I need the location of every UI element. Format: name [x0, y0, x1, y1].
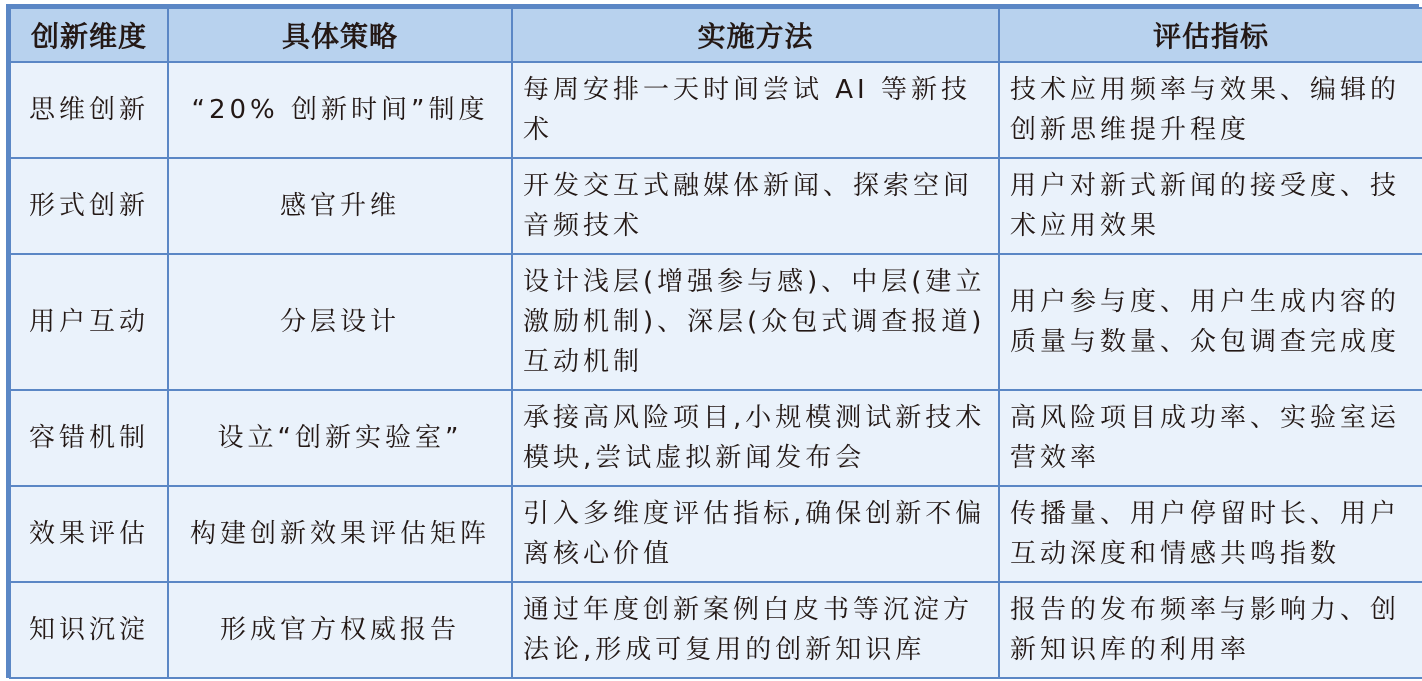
metric-cell: 高风险项目成功率、实验室运营效率	[999, 390, 1422, 486]
method-cell: 每周安排一天时间尝试 AI 等新技术	[512, 62, 999, 158]
metric-cell: 报告的发布频率与影响力、创新知识库的利用率	[999, 582, 1422, 678]
method-cell: 承接高风险项目,小规模测试新技术模块,尝试虚拟新闻发布会	[512, 390, 999, 486]
strategy-cell: 形成官方权威报告	[168, 582, 512, 678]
column-header: 创新维度	[10, 8, 168, 62]
metric-cell: 用户对新式新闻的接受度、技术应用效果	[999, 158, 1422, 254]
strategy-table-container	[6, 4, 1419, 678]
method-cell: 开发交互式融媒体新闻、探索空间音频技术	[512, 158, 999, 254]
metric-cell: 技术应用频率与效果、编辑的创新思维提升程度	[999, 62, 1422, 158]
dimension-cell: 形式创新	[10, 158, 168, 254]
dimension-cell: 容错机制	[10, 390, 168, 486]
column-header: 评估指标	[999, 8, 1422, 62]
method-cell: 引入多维度评估指标,确保创新不偏离核心价值	[512, 486, 999, 582]
dimension-cell: 效果评估	[10, 486, 168, 582]
table-row	[10, 158, 1422, 254]
strategy-cell: 设立“创新实验室”	[168, 390, 512, 486]
innovation-strategy-table	[9, 7, 1422, 679]
header-row	[10, 8, 1422, 62]
strategy-cell: 感官升维	[168, 158, 512, 254]
method-cell: 设计浅层(增强参与感)、中层(建立激励机制)、深层(众包式调查报道)互动机制	[512, 254, 999, 390]
dimension-cell: 思维创新	[10, 62, 168, 158]
column-header: 具体策略	[168, 8, 512, 62]
column-header: 实施方法	[512, 8, 999, 62]
method-cell: 通过年度创新案例白皮书等沉淀方法论,形成可复用的创新知识库	[512, 582, 999, 678]
table-row	[10, 486, 1422, 582]
table-row	[10, 582, 1422, 678]
dimension-cell: 知识沉淀	[10, 582, 168, 678]
metric-cell: 传播量、用户停留时长、用户互动深度和情感共鸣指数	[999, 486, 1422, 582]
table-row	[10, 254, 1422, 390]
table-row	[10, 62, 1422, 158]
metric-cell: 用户参与度、用户生成内容的质量与数量、众包调查完成度	[999, 254, 1422, 390]
strategy-cell: 构建创新效果评估矩阵	[168, 486, 512, 582]
strategy-cell: “20% 创新时间”制度	[168, 62, 512, 158]
dimension-cell: 用户互动	[10, 254, 168, 390]
strategy-cell: 分层设计	[168, 254, 512, 390]
table-row	[10, 390, 1422, 486]
